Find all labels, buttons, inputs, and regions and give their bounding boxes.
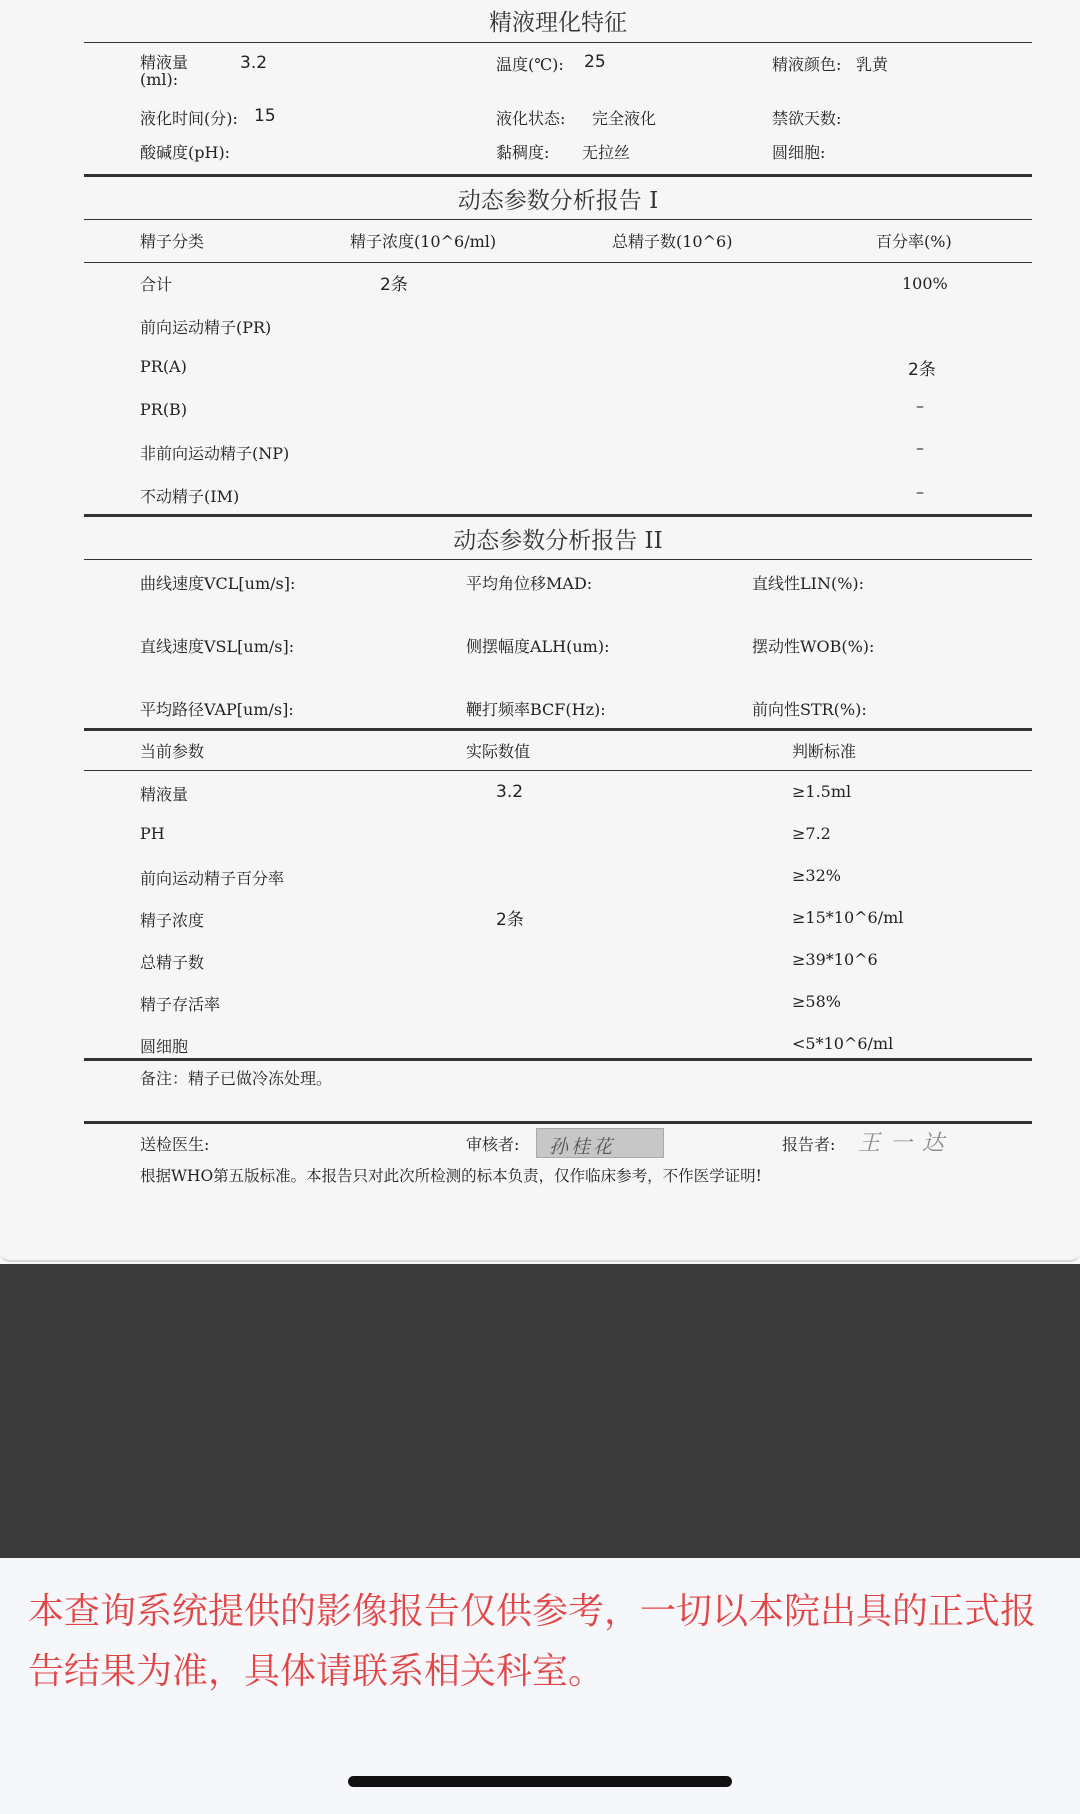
notice-text: 本查询系统提供的影像报告仅供参考，一切以本院出具的正式报告结果为准，具体请联系相关科室。	[28, 1591, 1037, 1692]
table-row-value: 3.2	[496, 782, 524, 802]
reporter-label: 报告者:	[782, 1135, 836, 1154]
param-alh: 侧摆幅度ALH(um):	[466, 637, 610, 656]
table-row-percent: –	[916, 438, 924, 457]
divider	[84, 1121, 1032, 1124]
table-row-percent: –	[916, 396, 924, 415]
col-header-classification: 精子分类	[140, 232, 205, 251]
table-row-standard: ≥39*10^6	[792, 950, 878, 969]
divider	[84, 728, 1032, 731]
volume-value: 3.2	[240, 53, 268, 73]
table-row-percent: 100%	[902, 274, 948, 293]
table-row-standard: <5*10^6/ml	[792, 1034, 894, 1053]
col-header-total-count: 总精子数(10^6)	[612, 232, 733, 251]
reviewer-signature: 孙桂花	[549, 1136, 616, 1158]
ph-label: 酸碱度(pH):	[140, 143, 231, 162]
home-indicator[interactable]	[348, 1776, 732, 1787]
table-row-name: 前向运动精子(PR)	[140, 318, 272, 337]
table-row-name: 合计	[140, 275, 173, 294]
liquefaction-state-value: 完全液化	[592, 109, 657, 128]
color-value: 乳黄	[856, 55, 889, 74]
table-row-name: PH	[140, 824, 165, 843]
col-header-actual-value: 实际数值	[466, 742, 531, 761]
table-row-standard: ≥1.5ml	[792, 782, 852, 801]
divider	[84, 770, 1032, 771]
table-row-standard: ≥58%	[792, 992, 841, 1011]
disclaimer: 根据WHO第五版标准。本报告只对此次所检测的标本负责，仅作临床参考，不作医学证明!	[140, 1167, 762, 1185]
section-title-motility-2: 动态参数分析报告 II	[453, 528, 663, 554]
param-bcf: 鞭打频率BCF(Hz):	[466, 700, 606, 719]
table-row-name: PR(B)	[140, 400, 188, 419]
param-vap: 平均路径VAP[um/s]:	[140, 700, 294, 719]
divider	[84, 514, 1032, 517]
temperature-value: 25	[584, 52, 606, 72]
liquefaction-time-label: 液化时间(分):	[140, 109, 238, 128]
table-row-name: PR(A)	[140, 357, 187, 376]
section-title-semen-properties: 精液理化特征	[489, 10, 627, 36]
volume-label: 精液量	[140, 53, 189, 72]
col-header-current-param: 当前参数	[140, 742, 205, 761]
remark: 备注：精子已做冷冻处理。	[140, 1069, 333, 1088]
color-label: 精液颜色:	[772, 55, 842, 74]
param-wob: 摆动性WOB(%):	[752, 637, 875, 656]
table-row-name: 精子存活率	[140, 995, 221, 1014]
divider	[84, 559, 1032, 560]
table-row-name: 圆细胞	[140, 1037, 189, 1056]
divider	[84, 174, 1032, 177]
table-row-name: 精液量	[140, 785, 189, 804]
reviewer-label: 审核者:	[466, 1135, 520, 1154]
volume-unit: (ml):	[140, 70, 179, 89]
reviewer-signature-stamp	[536, 1128, 664, 1158]
param-vsl: 直线速度VSL[um/s]:	[140, 637, 295, 656]
reporter-signature: 王一达	[858, 1131, 955, 1156]
section-title-motility-1: 动态参数分析报告 I	[457, 188, 659, 214]
param-mad: 平均角位移MAD:	[466, 574, 593, 593]
table-row-name: 非前向运动精子(NP)	[140, 444, 290, 463]
liquefaction-state-label: 液化状态:	[496, 109, 566, 128]
param-lin: 直线性LIN(%):	[752, 574, 865, 593]
abstinence-label: 禁欲天数:	[772, 109, 842, 128]
table-row-name: 不动精子(IM)	[140, 487, 240, 506]
param-str: 前向性STR(%):	[752, 700, 867, 719]
table-row-name: 总精子数	[140, 953, 205, 972]
divider	[84, 42, 1032, 43]
round-cell-label: 圆细胞:	[772, 143, 826, 162]
table-row-value: 2条	[496, 910, 524, 930]
table-row-percent: 2条	[908, 360, 936, 380]
col-header-concentration: 精子浓度(10^6/ml)	[350, 232, 497, 251]
viewer-background	[0, 1264, 1080, 1558]
temperature-label: 温度(℃):	[496, 55, 564, 74]
divider	[84, 1058, 1032, 1061]
col-header-standard: 判断标准	[792, 742, 857, 761]
referring-doctor-label: 送检医生:	[140, 1135, 210, 1154]
divider	[84, 219, 1032, 220]
param-vcl: 曲线速度VCL[um/s]:	[140, 574, 296, 593]
viscosity-value: 无拉丝	[582, 143, 631, 162]
divider	[84, 262, 1032, 263]
table-row-name: 精子浓度	[140, 911, 205, 930]
viscosity-label: 黏稠度:	[496, 143, 550, 162]
liquefaction-time-value: 15	[254, 106, 276, 126]
table-row-percent: –	[916, 482, 924, 501]
table-row-standard: ≥15*10^6/ml	[792, 908, 904, 927]
table-row-standard: ≥7.2	[792, 824, 831, 843]
table-row-standard: ≥32%	[792, 866, 841, 885]
col-header-percentage: 百分率(%)	[876, 232, 952, 251]
table-row-name: 前向运动精子百分率	[140, 869, 285, 888]
table-row-concentration: 2条	[380, 275, 408, 295]
